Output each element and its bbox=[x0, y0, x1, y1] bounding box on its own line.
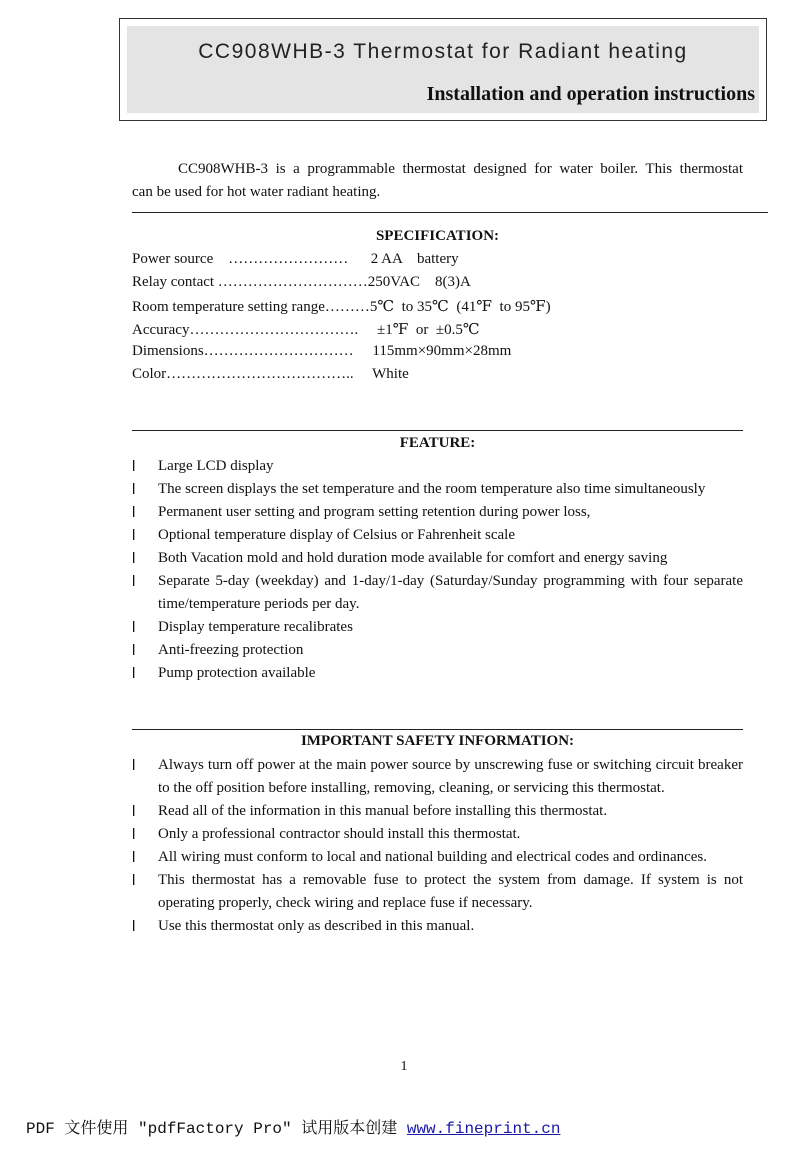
feature-item: Pump protection available bbox=[158, 665, 316, 681]
bullet-glyph: l bbox=[132, 803, 136, 820]
spec-row-dimensions: Dimensions………………………… 115mm×90mm×28mm bbox=[132, 343, 512, 359]
spec-row-accuracy: Accuracy……………………………. ±1℉ or ±0.5℃ bbox=[132, 322, 480, 338]
divider bbox=[132, 212, 768, 213]
bullet-glyph: l bbox=[132, 757, 136, 774]
safety-item: Always turn off power at the main power source by unscrewing fuse or switching circuit breaker to the off position before installing, removing, cleaning, or servicing this thermostat. bbox=[158, 757, 743, 796]
feature-item: The screen displays the set temperature and the room temperature also time simultaneously bbox=[158, 481, 706, 497]
feature-item: Both Vacation mold and hold duration mode available for comfort and energy saving bbox=[158, 550, 668, 566]
feature-item: Permanent user setting and program setting retention during power loss, bbox=[158, 504, 591, 520]
feature-title: FEATURE: bbox=[399, 435, 476, 451]
intro-line-1: CC908WHB-3 is a programmable thermostat designed for water boiler. This thermostat bbox=[178, 161, 743, 177]
feature-item: Separate 5-day (weekday) and 1-day/1-day (Saturday/Sunday programming with four separate time/temperature periods per day. bbox=[158, 573, 743, 612]
safety-item: All wiring must conform to local and national building and electrical codes and ordinances. bbox=[158, 849, 708, 865]
header-box bbox=[119, 18, 767, 121]
document-subtitle: Installation and operation instructions bbox=[426, 83, 755, 105]
spec-row-relay-contact: Relay contact …………………………250VAC 8(3)A bbox=[132, 274, 471, 290]
footer-link[interactable]: www.fineprint.cn bbox=[406, 1120, 561, 1138]
feature-item: Display temperature recalibrates bbox=[158, 619, 353, 635]
specification-title: SPECIFICATION: bbox=[375, 228, 500, 244]
page-number: 1 bbox=[400, 1059, 408, 1074]
bullet-glyph: l bbox=[132, 458, 136, 475]
feature-item: Large LCD display bbox=[158, 458, 274, 474]
intro-line-2: can be used for hot water radiant heating. bbox=[132, 184, 381, 200]
spec-row-temperature-range: Room temperature setting range………5℃ to 35℃ (41℉ to 95℉) bbox=[132, 299, 551, 315]
safety-title: IMPORTANT SAFETY INFORMATION: bbox=[300, 733, 575, 749]
safety-item: Use this thermostat only as described in this manual. bbox=[158, 918, 475, 934]
bullet-glyph: l bbox=[132, 642, 136, 659]
spec-row-color: Color……………………………….. White bbox=[132, 366, 409, 382]
safety-item: Read all of the information in this manual before installing this thermostat. bbox=[158, 803, 608, 819]
bullet-glyph: l bbox=[132, 504, 136, 521]
feature-item: Optional temperature display of Celsius or Fahrenheit scale bbox=[158, 527, 515, 543]
bullet-glyph: l bbox=[132, 665, 136, 682]
bullet-glyph: l bbox=[132, 527, 136, 544]
bullet-glyph: l bbox=[132, 872, 136, 889]
header-banner bbox=[127, 26, 759, 113]
bullet-glyph: l bbox=[132, 849, 136, 866]
safety-item: This thermostat has a removable fuse to protect the system from damage. If system is not operating properly, check wiring and replace fuse if necessary. bbox=[158, 872, 743, 911]
document-title: CC908WHB-3 Thermostat for Radiant heating bbox=[198, 40, 688, 63]
bullet-glyph: l bbox=[132, 826, 136, 843]
bullet-glyph: l bbox=[132, 573, 136, 590]
bullet-glyph: l bbox=[132, 550, 136, 567]
divider bbox=[132, 729, 743, 730]
safety-item: Only a professional contractor should install this thermostat. bbox=[158, 826, 521, 842]
footer bbox=[26, 1115, 560, 1138]
bullet-glyph: l bbox=[132, 619, 136, 636]
footer-text: PDF 文件使用 "pdfFactory Pro" 试用版本创建 bbox=[26, 1120, 407, 1138]
bullet-glyph: l bbox=[132, 481, 136, 498]
spec-row-power-source: Power source …………………… 2 AA battery bbox=[132, 251, 459, 267]
bullet-glyph: l bbox=[132, 918, 136, 935]
divider bbox=[132, 430, 743, 431]
feature-item: Anti-freezing protection bbox=[158, 642, 304, 658]
